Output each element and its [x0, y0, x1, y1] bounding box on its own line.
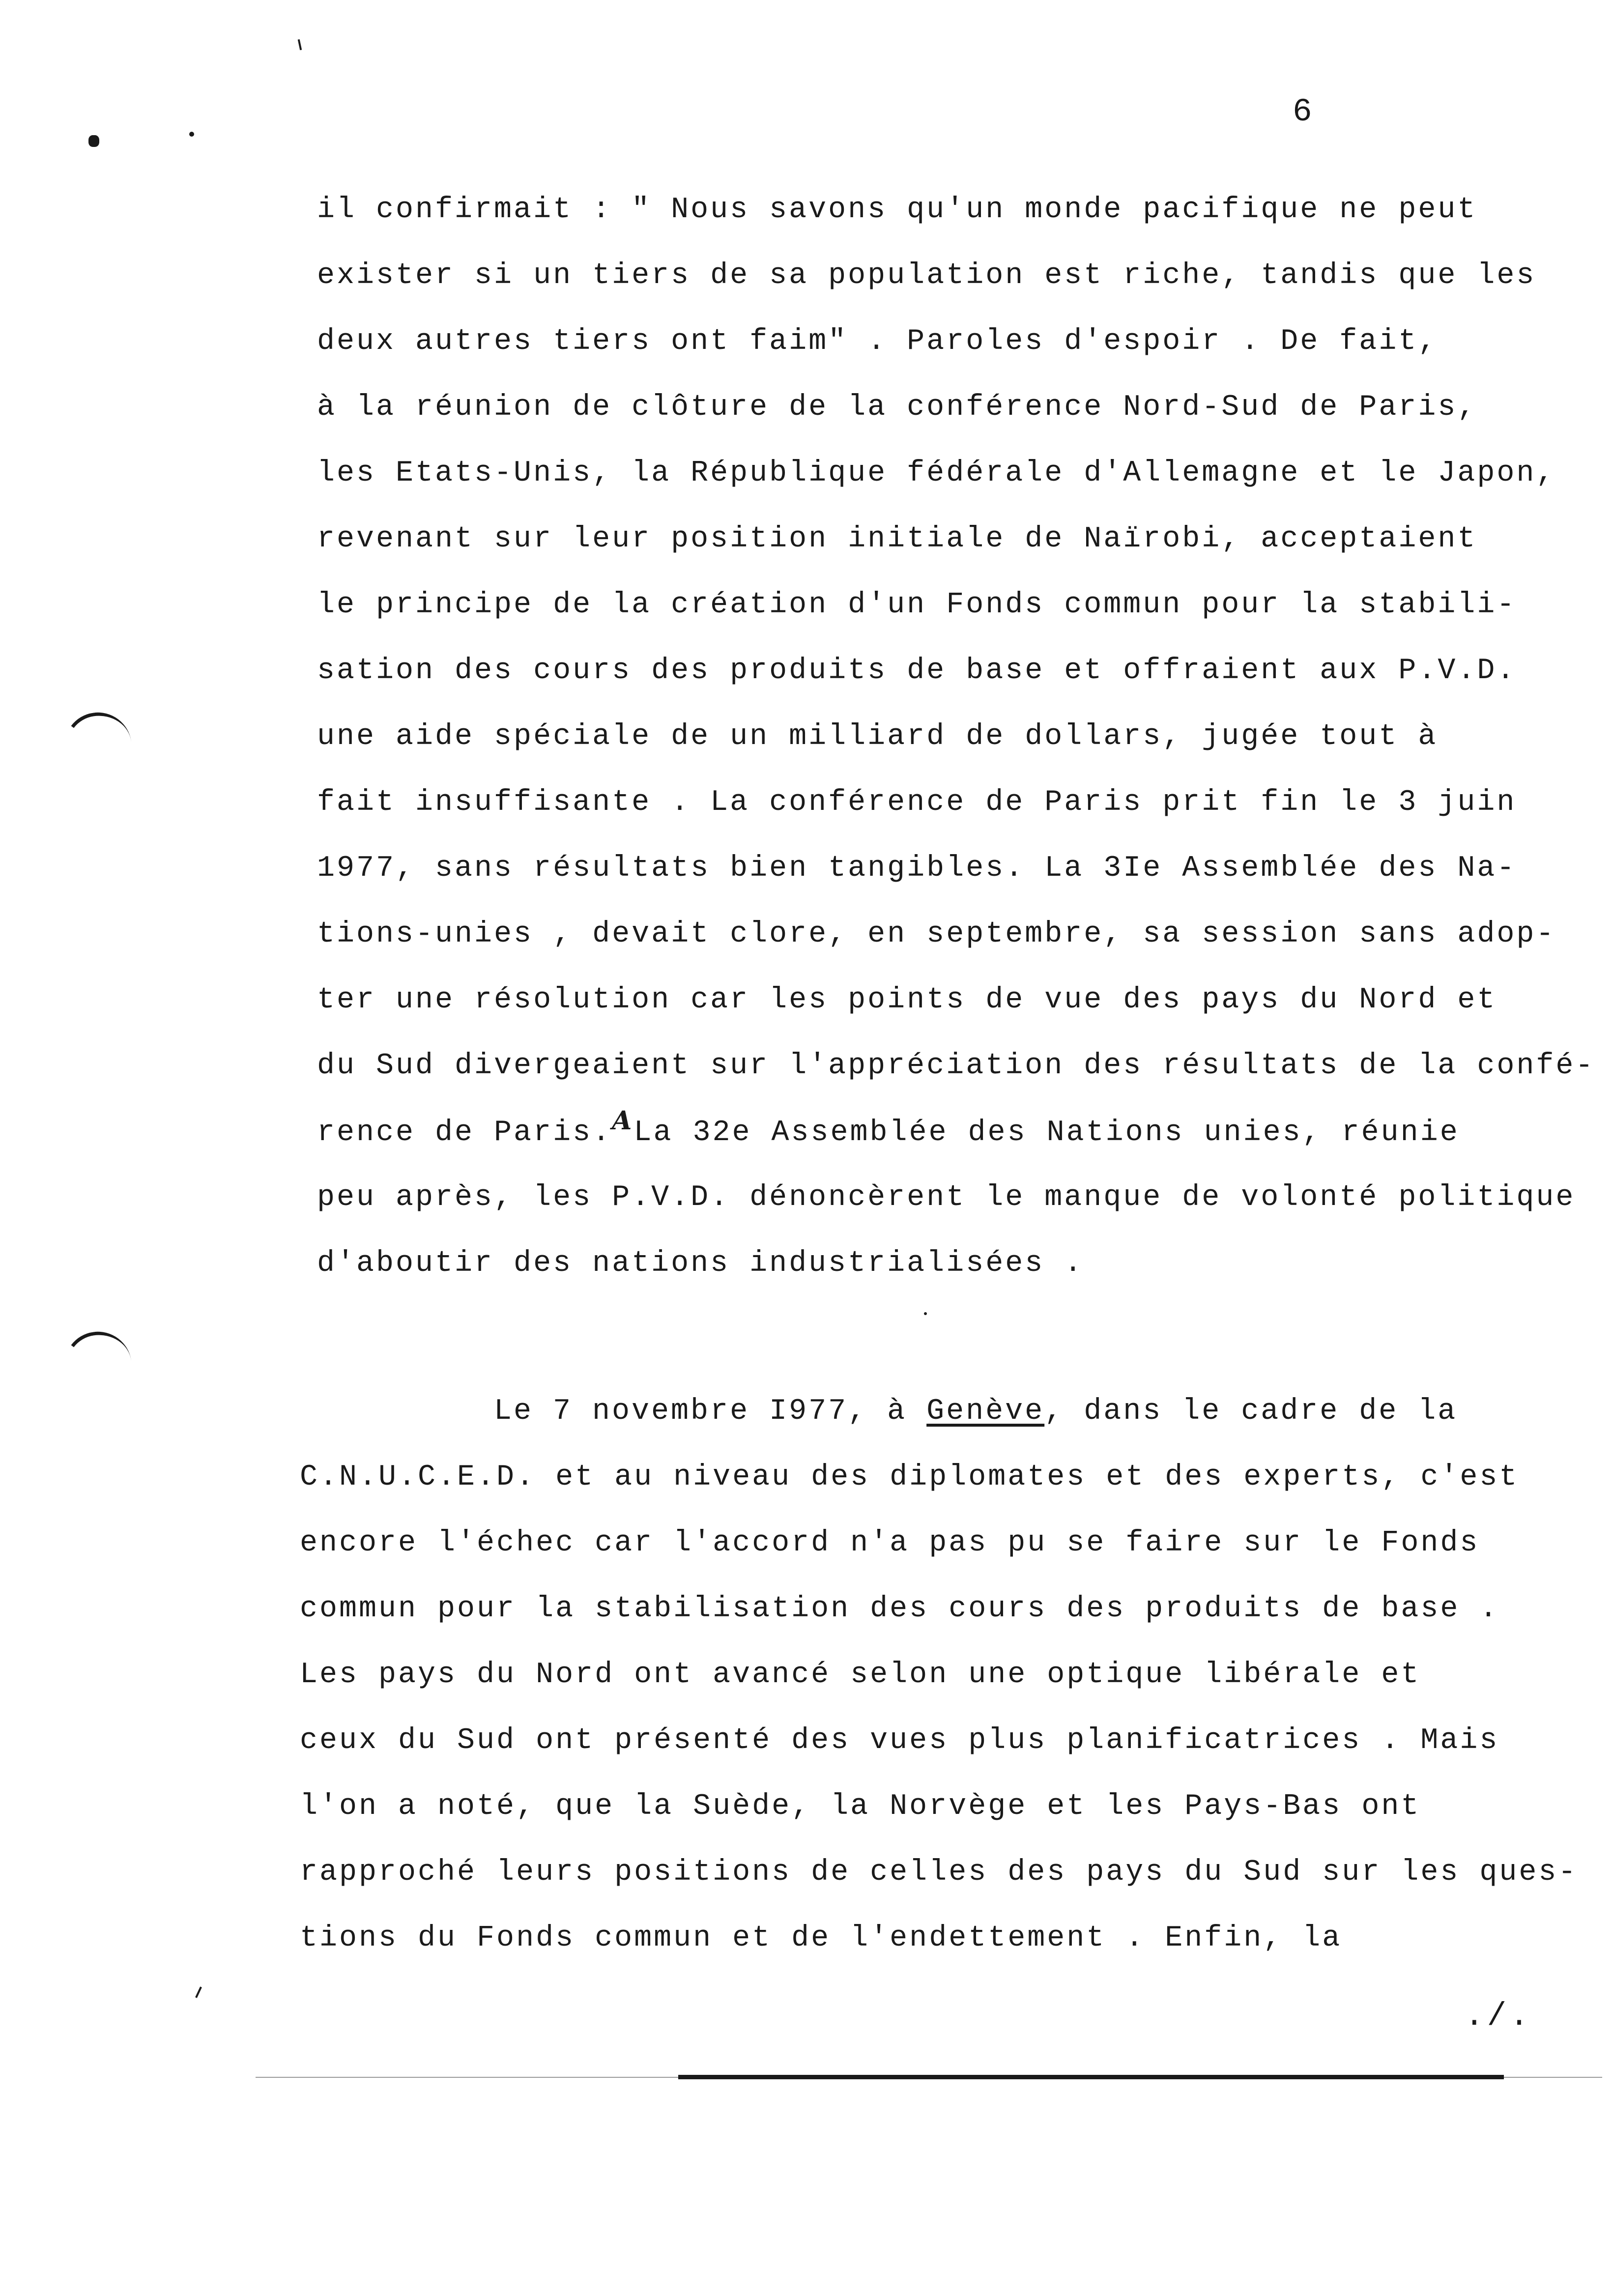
- text-line: le principe de la création d'un Fonds commun pour la stabili-: [317, 588, 1517, 622]
- text-line: l'on a noté, que la Suède, la Norvège et les Pays-Bas ont: [300, 1790, 1421, 1823]
- text-line: sation des cours des produits de base et offraient aux P.V.D.: [317, 654, 1517, 688]
- paragraph-1: [317, 177, 1595, 1296]
- paragraph-2: [300, 1378, 1578, 1971]
- text-line: ceux du Sud ont présenté des vues plus planificatrices . Mais: [300, 1724, 1499, 1757]
- punch-hole-mark: [60, 708, 133, 765]
- text-line: du Sud divergeaient sur l'appréciation des résultats de la confé-: [317, 1049, 1595, 1083]
- text-line: à la réunion de clôture de la conférence Nord-Sud de Paris,: [317, 391, 1477, 424]
- text-line: tions-unies , devait clore, en septembre, sa session sans adop-: [317, 918, 1556, 951]
- text-line: une aide spéciale de un milliard de dollars, jugée tout à: [317, 720, 1438, 753]
- text-fragment: La 32e Assemblée des Nations unies, réunie: [633, 1116, 1460, 1149]
- text-line: Les pays du Nord ont avancé selon une optique libérale et: [300, 1658, 1421, 1692]
- handwritten-annotation: A: [612, 1106, 634, 1136]
- text-line: tions du Fonds commun et de l'endettement . Enfin, la: [300, 1922, 1342, 1955]
- text-line: commun pour la stabilisation des cours des produits de base .: [300, 1592, 1499, 1626]
- text-line: peu après, les P.V.D. dénoncèrent le manque de volonté politique: [317, 1181, 1576, 1214]
- text-line: deux autres tiers ont faim" . Paroles d'espoir . De fait,: [317, 325, 1438, 358]
- scan-speck: [88, 135, 99, 147]
- text-line: revenant sur leur position initiale de Naïrobi, acceptaient: [317, 522, 1477, 556]
- text-fragment: , dans le cadre de la: [1044, 1395, 1458, 1428]
- text-line: [317, 1099, 1595, 1165]
- text-line: les Etats-Unis, la République fédérale d'Allemagne et le Japon,: [317, 457, 1556, 490]
- text-line: il confirmait : " Nous savons qu'un monde pacifique ne peut: [317, 193, 1477, 227]
- continuation-mark: ./.: [1465, 1998, 1532, 2035]
- text-line: C.N.U.C.E.D. et au niveau des diplomates et des experts, c'est: [300, 1461, 1519, 1494]
- scan-speck: [924, 1312, 927, 1315]
- text-line: ter une résolution car les points de vue des pays du Nord et: [317, 983, 1497, 1017]
- text-line: exister si un tiers de sa population est riche, tandis que les: [317, 259, 1536, 292]
- text-line: d'aboutir des nations industrialisées .: [317, 1247, 1084, 1280]
- scan-speck: [189, 132, 194, 137]
- text-line: rapproché leurs positions de celles des pays du Sud sur les ques-: [300, 1856, 1578, 1889]
- text-fragment: Le 7 novembre I977, à: [494, 1395, 927, 1428]
- text-fragment: rence de Paris.: [317, 1116, 612, 1149]
- text-line: 1977, sans résultats bien tangibles. La 3Ie Assemblée des Na-: [317, 852, 1517, 885]
- scan-speck: [195, 1986, 202, 1998]
- bottom-rule-thick: [678, 2075, 1504, 2079]
- text-line: [300, 1378, 1578, 1444]
- underlined-place-name: Genève: [926, 1395, 1045, 1428]
- text-line: fait insuffisante . La conférence de Paris prit fin le 3 juin: [317, 786, 1517, 819]
- punch-hole-mark: [60, 1327, 133, 1384]
- page-number: 6: [1293, 93, 1312, 130]
- scan-speck: [298, 39, 302, 50]
- text-line: encore l'échec car l'accord n'a pas pu se faire sur le Fonds: [300, 1526, 1480, 1560]
